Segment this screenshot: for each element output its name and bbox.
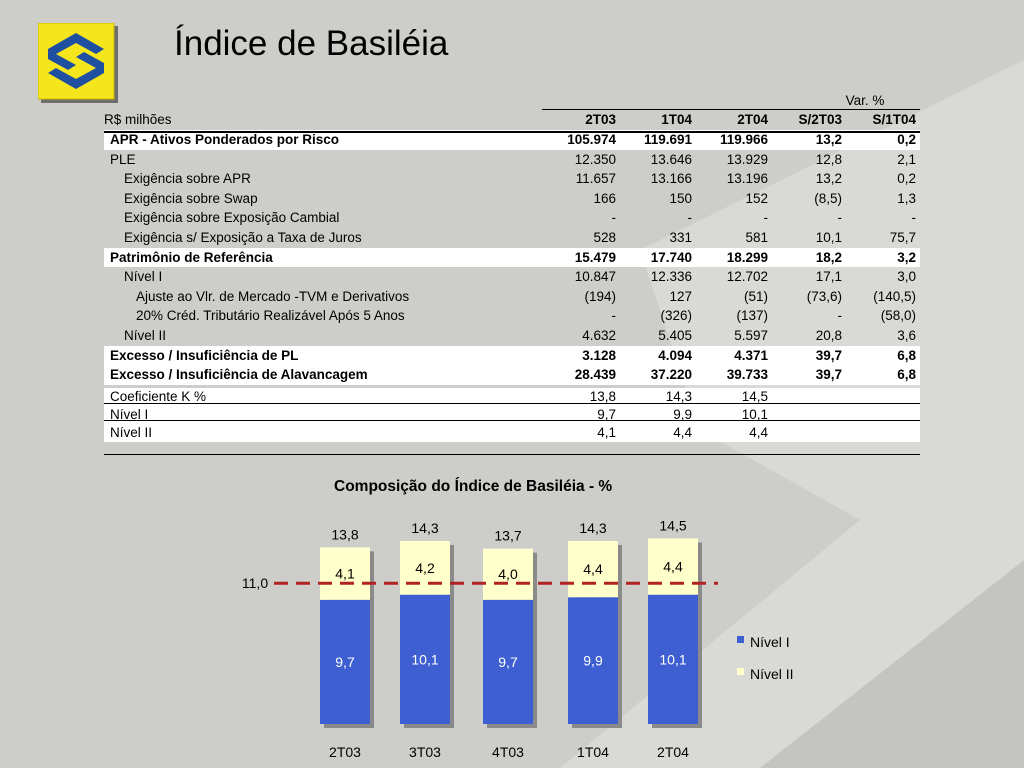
cell-value: 166 [593, 190, 616, 206]
bar-label-nivel2: 4,4 [583, 561, 603, 578]
cell-value: - [763, 210, 768, 226]
cell-value: (51) [743, 288, 768, 304]
cell-value: 4.371 [734, 347, 768, 363]
cell-value: 119.966 [719, 132, 768, 147]
column-header: 2T03 [585, 112, 616, 127]
cell-value: 12.350 [574, 151, 616, 167]
cell-value: 37.220 [650, 367, 692, 383]
cell-value: 3,6 [897, 327, 916, 343]
bar-label-nivel2: 4,1 [335, 565, 355, 582]
cell-value: 39,7 [815, 367, 842, 383]
row-label: Nível II [124, 327, 167, 343]
bar-total-label: 14,3 [579, 519, 607, 536]
legend-label-nivel1: Nível I [750, 634, 790, 650]
cell-value: 13,2 [815, 132, 842, 147]
cell-value: 13.166 [650, 171, 692, 187]
x-tick-label: 1T04 [577, 744, 609, 760]
cell-value: 0,2 [897, 132, 916, 147]
cell-value: 10,1 [741, 406, 768, 422]
cell-value: 10.847 [574, 269, 616, 285]
cell-value: 4,4 [673, 424, 692, 440]
bar-label-nivel1: 9,7 [498, 653, 518, 670]
cell-value: 28.439 [574, 367, 616, 383]
cell-value: 17.740 [650, 249, 692, 265]
bar-label-nivel2: 4,4 [663, 558, 683, 575]
cell-value: 12,8 [815, 151, 842, 167]
cell-value: 0,2 [897, 171, 916, 187]
cell-value: 18.299 [726, 249, 768, 265]
cell-value: - [687, 210, 692, 226]
cell-value: 6,8 [897, 347, 916, 363]
cell-value: (194) [584, 288, 616, 304]
cell-value: 152 [745, 190, 768, 206]
cell-value: (140,5) [873, 288, 916, 304]
cell-value: 11.657 [575, 171, 616, 187]
row-label: Excesso / Insuficiência de PL [110, 347, 299, 363]
cell-value: 581 [745, 229, 768, 245]
legend-swatch-nivel1 [737, 636, 744, 643]
bar-label-nivel2: 4,2 [415, 559, 435, 576]
cell-value: 15.479 [574, 249, 616, 265]
bar-total-label: 13,8 [331, 526, 359, 543]
cell-value: 10,1 [815, 229, 842, 245]
cell-value: 3,0 [897, 269, 916, 285]
row-label: Ajuste ao Vlr. de Mercado -TVM e Derivativos [136, 288, 410, 304]
cell-value: (8,5) [814, 190, 842, 206]
cell-value: - [911, 210, 916, 226]
cell-value: 4.632 [582, 327, 616, 343]
chart-title: Composição do Índice de Basiléia - % [334, 478, 613, 495]
bar-label-nivel1: 10,1 [411, 651, 439, 668]
cell-value: 5.597 [734, 327, 768, 343]
cell-value: 18,2 [815, 249, 842, 265]
cell-value: 3.128 [582, 347, 616, 363]
x-tick-label: 3T03 [409, 744, 441, 760]
cell-value: 13,8 [589, 388, 616, 404]
cell-value: 20,8 [815, 327, 842, 343]
cell-value: 6,8 [897, 367, 916, 383]
cell-value: 12.336 [650, 269, 692, 285]
cell-value: 4,1 [597, 424, 616, 440]
x-tick-label: 4T03 [492, 744, 524, 760]
row-label: Nível I [110, 406, 149, 422]
cell-value: 150 [669, 190, 692, 206]
cell-value: 1,3 [897, 190, 916, 206]
cell-value: 9,7 [597, 406, 616, 422]
column-header: S/1T04 [872, 112, 916, 127]
row-label: 20% Créd. Tributário Realizável Após 5 Anos [136, 308, 405, 324]
cell-value: 4.094 [658, 347, 692, 363]
cell-value: (137) [736, 308, 768, 324]
row-label: Exigência sobre Swap [124, 190, 258, 206]
cell-value: 14,5 [741, 388, 768, 404]
page-title: Índice de Basiléia [174, 24, 449, 63]
row-label: PLE [110, 151, 136, 167]
row-label: Exigência sobre APR [124, 171, 251, 187]
cell-value: 13.196 [726, 171, 768, 187]
cell-value: - [837, 210, 842, 226]
bar-total-label: 14,5 [659, 517, 687, 534]
column-header: S/2T03 [798, 112, 842, 127]
cell-value: 4,4 [749, 424, 768, 440]
cell-value: 13,2 [815, 171, 842, 187]
bar-label-nivel1: 9,7 [335, 653, 355, 670]
row-label: Exigência sobre Exposição Cambial [124, 210, 340, 226]
cell-value: 14,3 [665, 388, 692, 404]
bar-label-nivel1: 10,1 [659, 651, 687, 668]
x-tick-label: 2T04 [657, 744, 689, 760]
cell-value: 13.929 [726, 151, 768, 167]
row-label: Patrimônio de Referência [110, 249, 273, 265]
bar-label-nivel2: 4,0 [498, 566, 518, 583]
column-header: 2T04 [737, 112, 768, 127]
cell-value: 127 [669, 288, 692, 304]
cell-value: - [611, 210, 616, 226]
cell-value: 75,7 [889, 229, 916, 245]
row-label: Coeficiente K % [110, 388, 207, 404]
cell-value: 5.405 [658, 327, 692, 343]
cell-value: 13.646 [650, 151, 692, 167]
cell-value: 2,1 [897, 151, 916, 167]
row-label: Nível I [124, 269, 163, 285]
legend-swatch-nivel2 [737, 668, 744, 675]
cell-value: 12.702 [726, 269, 768, 285]
reference-line-label: 11,0 [241, 575, 269, 592]
x-tick-label: 2T03 [329, 744, 361, 760]
unit-label: R$ milhões [104, 112, 172, 127]
cell-value: (73,6) [806, 288, 842, 304]
bar-total-label: 13,7 [494, 527, 522, 544]
column-header: 1T04 [661, 112, 692, 127]
cell-value: 39,7 [815, 347, 842, 363]
row-label: Exigência s/ Exposição a Taxa de Juros [124, 229, 362, 245]
cell-value: - [611, 308, 616, 324]
cell-value: 9,9 [673, 406, 692, 422]
cell-value: 105.974 [567, 132, 616, 147]
cell-value: 331 [669, 229, 692, 245]
cell-value: 528 [593, 229, 616, 245]
legend-label-nivel2: Nível II [750, 666, 794, 682]
bar-total-label: 14,3 [411, 519, 439, 536]
cell-value: 3,2 [897, 249, 916, 265]
row-label: Nível II [110, 424, 153, 440]
var-header: Var. % [845, 93, 885, 108]
cell-value: 119.691 [643, 132, 692, 147]
cell-value: 39.733 [726, 367, 768, 383]
cell-value: - [837, 308, 842, 324]
cell-value: 17,1 [815, 269, 842, 285]
row-label: Excesso / Insuficiência de Alavancagem [110, 367, 368, 383]
row-label: APR - Ativos Ponderados por Risco [110, 132, 340, 147]
bar-label-nivel1: 9,9 [583, 652, 603, 669]
cell-value: (326) [660, 308, 692, 324]
cell-value: (58,0) [880, 308, 916, 324]
